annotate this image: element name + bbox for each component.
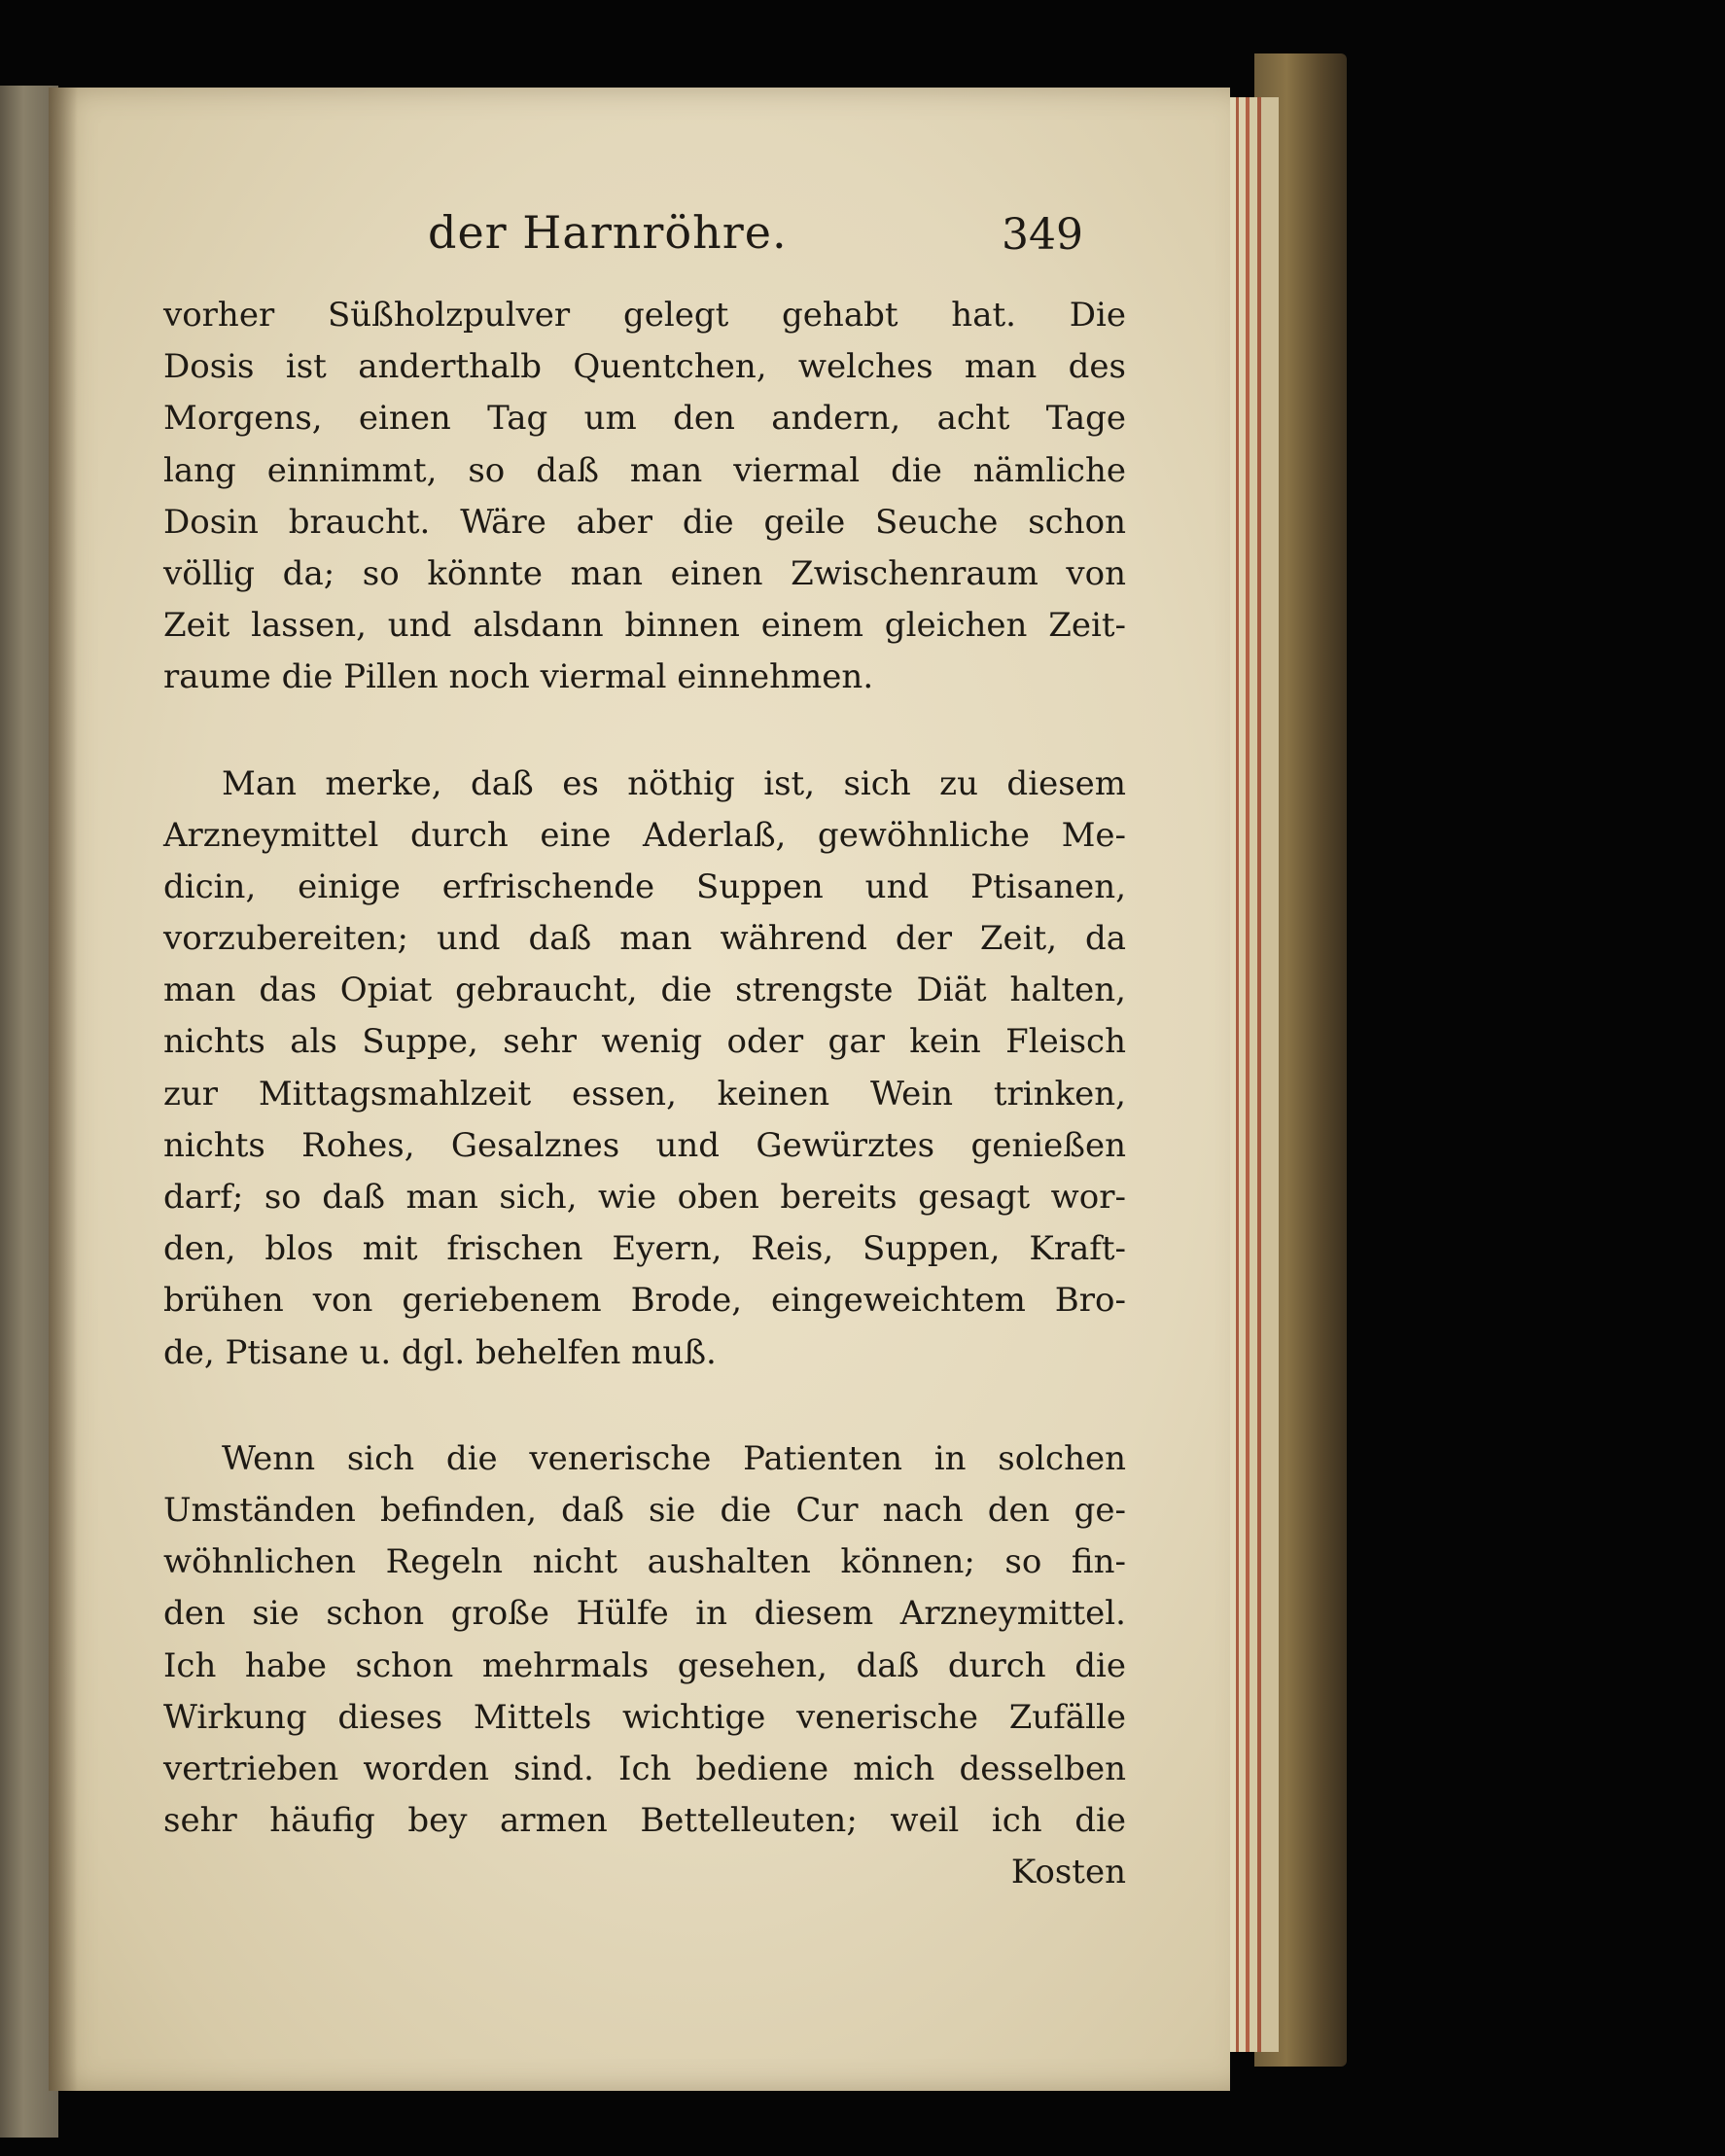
text-line: Umständen befinden, daß sie die Cur nach den ge- [163, 1490, 1126, 1530]
text-line: zur Mittagsmahlzeit essen, keinen Wein trinken, [163, 1074, 1126, 1113]
text-line: Man merke, daß es nöthig ist, sich zu diesem [222, 763, 1126, 803]
page-gutter-shadow [49, 88, 78, 2091]
text-line: Dosin braucht. Wäre aber die geile Seuche schon [163, 502, 1126, 542]
paragraph-gap [163, 704, 1126, 759]
text-line: man das Opiat gebraucht, die strengste Diät halten, [163, 971, 1126, 1010]
text-line: Wirkung dieses Mittels wichtige venerische Zufälle [163, 1697, 1126, 1737]
catchword: Kosten [1010, 1853, 1126, 1892]
page-number: 349 [1002, 210, 1083, 260]
text-line: lang einnimmt, so daß man viermal die nämliche [163, 450, 1126, 490]
text-line: sehr häufig bey armen Bettelleuten; weil ich die [163, 1801, 1126, 1841]
text-line: nichts Rohes, Gesalznes und Gewürztes genießen [163, 1125, 1126, 1165]
running-head: der Harnröhre. [428, 206, 788, 259]
text-line: darf; so daß man sich, wie oben bereits gesagt wor- [163, 1178, 1126, 1217]
text-line: Ich habe schon mehrmals gesehen, daß durch die [163, 1645, 1126, 1685]
text-line: Dosis ist anderthalb Quentchen, welches man des [163, 347, 1126, 387]
text-line: völlig da; so könnte man einen Zwischenraum von [163, 553, 1126, 593]
text-line: Zeit lassen, und alsdann binnen einem gleichen Zeit- [163, 606, 1126, 646]
text-line: raume die Pillen noch viermal einnehmen. [163, 657, 874, 697]
text-line: de, Ptisane u. dgl. behelfen muß. [163, 1332, 717, 1372]
paragraph-gap [163, 1379, 1126, 1433]
text-line: Morgens, einen Tag um den andern, acht Tage [163, 399, 1126, 439]
body-text [163, 290, 1126, 1898]
text-line: vorzubereiten; und daß man während der Zeit, da [163, 919, 1126, 959]
text-line: brühen von geriebenem Brode, eingeweichtem Bro- [163, 1281, 1126, 1321]
text-line: vorher Süßholzpulver gelegt gehabt hat. Die [163, 296, 1126, 335]
text-line: vertrieben worden sind. Ich bediene mich desselben [163, 1749, 1126, 1788]
text-line: nichts als Suppe, sehr wenig oder gar kein Fleisch [163, 1022, 1126, 1062]
text-line: Wenn sich die venerische Patienten in solchen [222, 1438, 1126, 1478]
text-line: den sie schon große Hülfe in diesem Arzneymittel. [163, 1594, 1126, 1634]
text-line: dicin, einige erfrischende Suppen und Ptisanen, [163, 866, 1126, 906]
text-line: Arzneymittel durch eine Aderlaß, gewöhnliche Me- [163, 815, 1126, 855]
text-line: den, blos mit frischen Eyern, Reis, Suppen, Kraft- [163, 1229, 1126, 1269]
text-line: wöhnlichen Regeln nicht aushalten können; so fin- [163, 1542, 1126, 1582]
